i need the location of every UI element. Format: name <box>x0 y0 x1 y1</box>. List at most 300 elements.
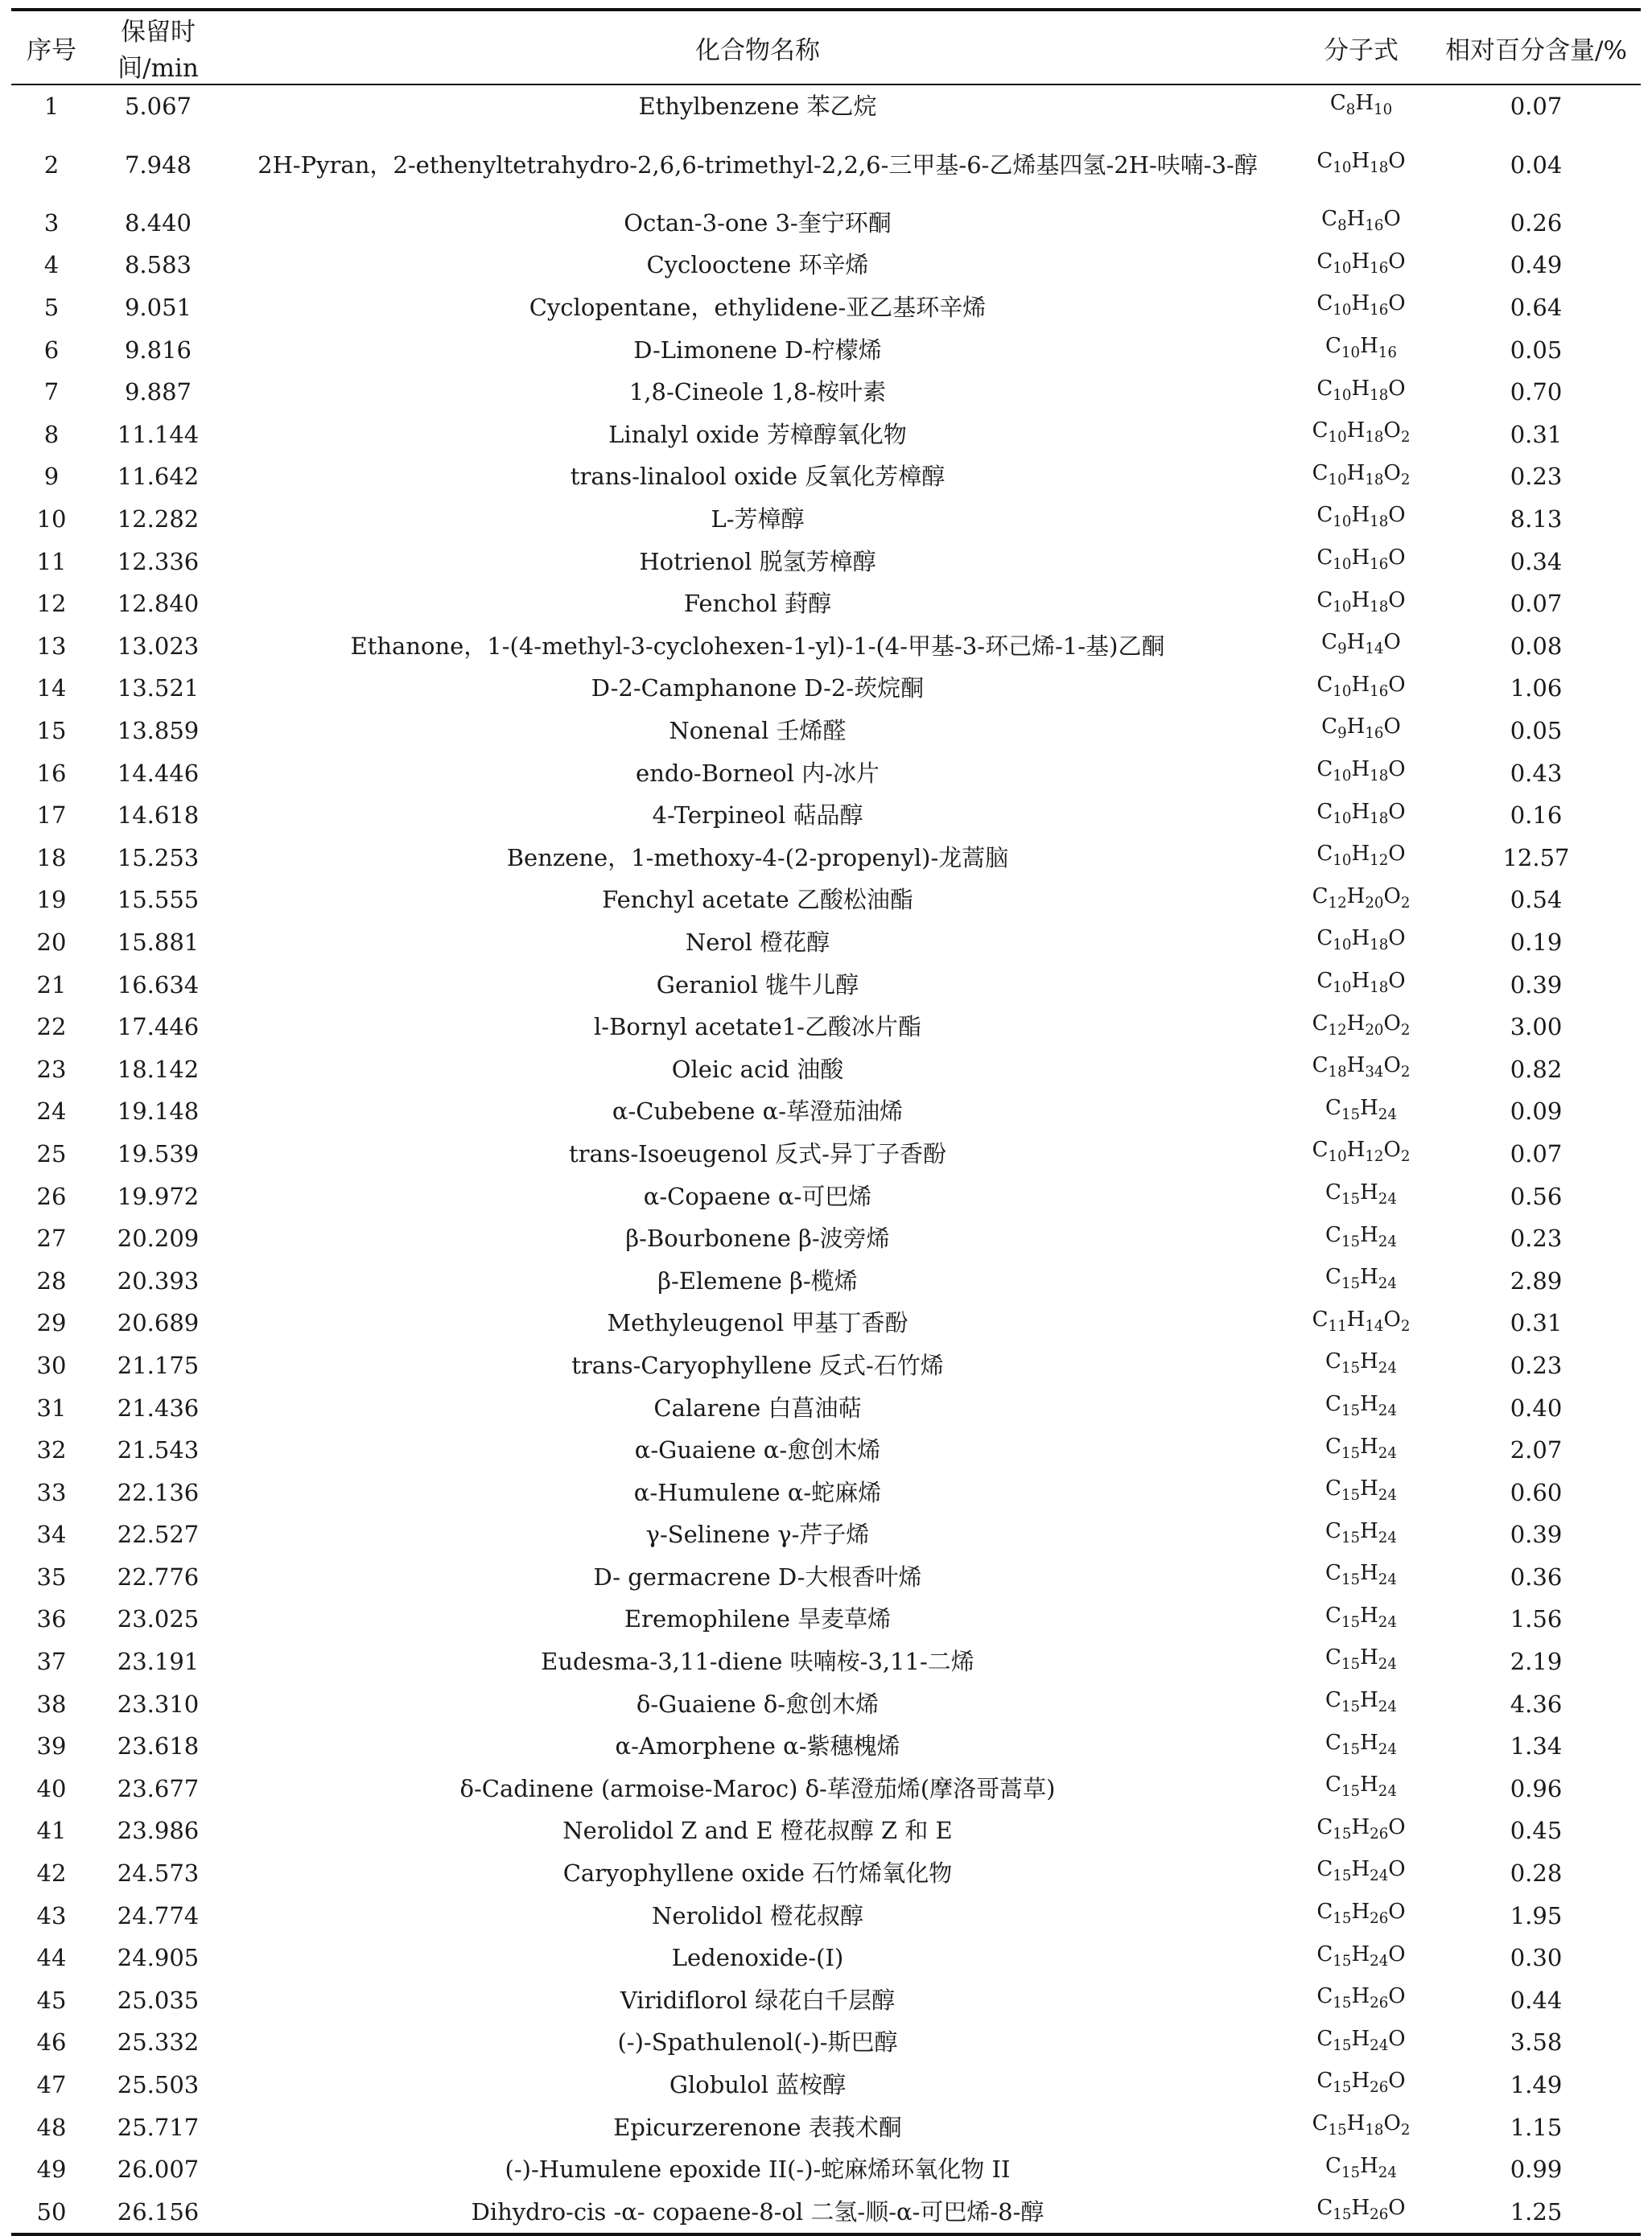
table-row <box>11 1513 1641 1556</box>
molecular-formula: $C_{10}H_{16}O$ <box>1316 672 1406 701</box>
compound-name: Nerolidol Z and E 橙花叔醇 Z 和 E <box>562 1817 953 1845</box>
molecular-formula: $C_{15}H_{24}$ <box>1325 1476 1397 1505</box>
retention-time: 9.887 <box>124 378 192 406</box>
table-row <box>11 540 1641 583</box>
relative-content: 0.23 <box>1510 1351 1563 1379</box>
retention-time: 5.067 <box>124 93 192 121</box>
table-row <box>11 498 1641 541</box>
row-index: 23 <box>36 1055 67 1083</box>
molecular-formula: $C_9H_{14}O$ <box>1321 630 1401 658</box>
retention-time: 24.774 <box>117 1901 200 1929</box>
retention-time: 18.142 <box>117 1055 200 1083</box>
relative-content: 0.60 <box>1510 1478 1563 1506</box>
retention-time: 23.310 <box>117 1690 200 1718</box>
retention-time: 12.840 <box>117 590 200 618</box>
compound-name: 1,8-Cineole 1,8-桉叶素 <box>628 378 887 406</box>
relative-content: 0.23 <box>1510 463 1563 491</box>
relative-content: 0.23 <box>1510 1225 1563 1253</box>
table-row <box>11 202 1641 245</box>
compound-name: D-2-Camphanone D-2-莰烷酮 <box>591 674 925 702</box>
table-row <box>11 1641 1641 1683</box>
row-index: 34 <box>36 1521 67 1549</box>
relative-content: 0.16 <box>1510 801 1563 830</box>
row-index: 29 <box>36 1309 67 1337</box>
compound-name: Ethylbenzene 苯乙烷 <box>638 93 877 121</box>
relative-content: 0.40 <box>1510 1394 1563 1422</box>
molecular-formula: $C_{15}H_{24}$ <box>1325 1773 1397 1801</box>
retention-time: 8.440 <box>124 208 192 237</box>
row-index: 28 <box>36 1266 67 1295</box>
row-index: 46 <box>36 2028 67 2057</box>
compound-name: α-Guaiene α-愈创木烯 <box>634 1436 881 1464</box>
retention-time: 14.618 <box>117 801 200 830</box>
compound-name: Ethanone，1-(4-methyl-3-cyclohexen-1-yl)-1-(4-甲基-3-环己烯-1-基)乙酮 <box>350 632 1165 660</box>
molecular-formula: $C_{10}H_{16}$ <box>1325 334 1397 362</box>
table-row <box>11 921 1641 964</box>
retention-time: 26.007 <box>117 2156 200 2184</box>
table-row <box>11 1217 1641 1260</box>
relative-content: 0.05 <box>1510 336 1563 364</box>
molecular-formula: $C_{10}H_{18}O_2$ <box>1312 418 1411 447</box>
table-row <box>11 1429 1641 1472</box>
table-row <box>11 1598 1641 1641</box>
molecular-formula: $C_{15}H_{24}$ <box>1325 1518 1397 1546</box>
retention-time: 19.539 <box>117 1139 200 1167</box>
row-index: 42 <box>36 1859 67 1888</box>
relative-content: 0.99 <box>1510 2156 1563 2184</box>
compound-name: (-)-Spathulenol(-)-斯巴醇 <box>617 2028 898 2057</box>
row-index: 39 <box>36 1732 67 1760</box>
row-index: 22 <box>36 1013 67 1041</box>
table-row <box>11 1386 1641 1429</box>
header-row <box>11 10 1641 84</box>
retention-time: 26.156 <box>117 2197 200 2226</box>
table-row <box>11 963 1641 1006</box>
compound-name: Nerol 橙花醇 <box>685 928 830 956</box>
table-row <box>11 1725 1641 1768</box>
row-index: 7 <box>43 378 60 406</box>
relative-content: 0.19 <box>1510 928 1563 956</box>
compound-name: α-Amorphene α-紫穗槐烯 <box>615 1732 900 1760</box>
retention-time: 25.503 <box>117 2071 200 2099</box>
relative-content: 0.96 <box>1510 1774 1563 1802</box>
relative-content: 0.28 <box>1510 1859 1563 1888</box>
molecular-formula: $C_{15}H_{24}$ <box>1325 1265 1397 1293</box>
relative-content: 3.58 <box>1510 2028 1563 2057</box>
relative-content: 0.30 <box>1510 1944 1563 1972</box>
molecular-formula: $C_{10}H_{18}O$ <box>1316 926 1406 954</box>
row-index: 2 <box>43 150 60 179</box>
table-row <box>11 1090 1641 1133</box>
compound-name: Fenchol 葑醇 <box>683 590 832 618</box>
row-index: 38 <box>36 1690 67 1718</box>
relative-content: 1.49 <box>1510 2071 1563 2099</box>
relative-content: 0.56 <box>1510 1182 1563 1210</box>
retention-time: 23.191 <box>117 1648 200 1676</box>
row-index: 10 <box>36 505 67 533</box>
row-index: 31 <box>36 1394 67 1422</box>
relative-content: 0.70 <box>1510 378 1563 406</box>
compound-name: Eremophilene 旱麦草烯 <box>624 1605 892 1633</box>
molecular-formula: $C_{15}H_{26}O$ <box>1316 1814 1406 1843</box>
compound-name: endo-Borneol 内-冰片 <box>636 759 880 787</box>
relative-content: 2.19 <box>1510 1648 1563 1676</box>
compound-name: Nonenal 壬烯醛 <box>669 717 847 745</box>
compound-name: 4-Terpineol 萜品醇 <box>652 801 863 830</box>
table-row <box>11 625 1641 668</box>
molecular-formula: $C_{15}H_{24}$ <box>1325 1730 1397 1758</box>
molecular-formula: $C_{10}H_{16}O$ <box>1316 249 1406 278</box>
table-row <box>11 1810 1641 1852</box>
relative-content: 0.54 <box>1510 886 1563 914</box>
molecular-formula: $C_8H_{10}$ <box>1329 90 1393 118</box>
row-index: 1 <box>43 93 60 121</box>
relative-content: 0.49 <box>1510 251 1563 279</box>
molecular-formula: $C_{12}H_{20}O_2$ <box>1312 1011 1411 1039</box>
retention-time: 13.521 <box>117 674 200 702</box>
retention-time: 19.148 <box>117 1097 200 1126</box>
retention-time: 22.527 <box>117 1521 200 1549</box>
compound-name: Linalyl oxide 芳樟醇氧化物 <box>608 420 907 448</box>
relative-content: 0.04 <box>1510 150 1563 179</box>
compound-name: Benzene，1-methoxy-4-(2-propenyl)-龙蒿脑 <box>506 843 1009 871</box>
molecular-formula: $C_{10}H_{12}O$ <box>1316 842 1406 870</box>
compound-name: α-Cubebene α-荜澄茄油烯 <box>612 1097 904 1126</box>
compound-table <box>11 8 1641 2236</box>
row-index: 15 <box>36 717 67 745</box>
compound-name: α-Humulene α-蛇麻烯 <box>633 1478 882 1506</box>
retention-time: 22.776 <box>117 1563 200 1591</box>
header-formula: 分子式 <box>1324 35 1399 65</box>
compound-name: β-Elemene β-榄烯 <box>657 1266 858 1295</box>
molecular-formula: $C_{15}H_{24}O$ <box>1316 2026 1406 2055</box>
retention-time: 23.618 <box>117 1732 200 1760</box>
retention-time: 20.689 <box>117 1309 200 1337</box>
table-row <box>11 1682 1641 1725</box>
molecular-formula: $C_{15}H_{24}O$ <box>1316 1857 1406 1885</box>
table-row <box>11 2021 1641 2064</box>
table-row <box>11 1768 1641 1810</box>
retention-time: 20.209 <box>117 1225 200 1253</box>
relative-content: 0.07 <box>1510 93 1563 121</box>
table-row <box>11 1852 1641 1895</box>
molecular-formula: $C_{15}H_{24}$ <box>1325 1180 1397 1209</box>
molecular-formula: $C_{15}H_{24}$ <box>1325 1222 1397 1250</box>
relative-content: 2.89 <box>1510 1266 1563 1295</box>
relative-content: 0.07 <box>1510 1139 1563 1167</box>
compound-name: Calarene 白菖油萜 <box>653 1394 862 1422</box>
relative-content: 0.64 <box>1510 294 1563 322</box>
compound-name: Eudesma-3,11-diene 呋喃桉-3,11-二烯 <box>541 1648 974 1676</box>
table-row <box>11 1175 1641 1217</box>
molecular-formula: $C_{15}H_{26}O$ <box>1316 1900 1406 1928</box>
compound-name: Geraniol 牻牛儿醇 <box>656 970 859 999</box>
molecular-formula: $C_{10}H_{16}O$ <box>1316 291 1406 319</box>
retention-time: 11.144 <box>117 420 200 448</box>
compound-name: γ-Selinene γ-芹子烯 <box>645 1521 870 1549</box>
retention-time: 24.905 <box>117 1944 200 1972</box>
table-row <box>11 1344 1641 1387</box>
relative-content: 0.39 <box>1510 970 1563 999</box>
compound-name: L-芳樟醇 <box>711 505 805 533</box>
compound-name: (-)-Humulene epoxide II(-)-蛇麻烯环氧化物 II <box>505 2156 1011 2184</box>
molecular-formula: $C_{11}H_{14}O_2$ <box>1312 1307 1411 1335</box>
compound-name: δ-Guaiene δ-愈创木烯 <box>636 1690 880 1718</box>
retention-time: 25.035 <box>117 1986 200 2014</box>
compound-name: Dihydro-cis -α- copaene-8-ol 二氢-顺-α-可巴烯-8-醇 <box>471 2197 1044 2226</box>
compound-name: Ledenoxide-(I) <box>671 1944 844 1972</box>
molecular-formula: $C_{10}H_{12}O_2$ <box>1312 1138 1411 1166</box>
compound-name: Caryophyllene oxide 石竹烯氧化物 <box>562 1859 953 1888</box>
molecular-formula: $C_{15}H_{24}$ <box>1325 2153 1397 2181</box>
relative-content: 0.08 <box>1510 632 1563 660</box>
molecular-formula: $C_{10}H_{16}O$ <box>1316 546 1406 574</box>
molecular-formula: $C_{15}H_{24}$ <box>1325 1349 1397 1377</box>
header-index: 序号 <box>27 35 76 65</box>
table-row <box>11 2191 1641 2235</box>
retention-time: 9.051 <box>124 294 192 322</box>
table-row <box>11 2064 1641 2106</box>
retention-time: 13.023 <box>117 632 200 660</box>
retention-time: 25.332 <box>117 2028 200 2057</box>
row-index: 45 <box>36 1986 67 2014</box>
row-index: 6 <box>43 336 60 364</box>
molecular-formula: $C_{10}H_{18}O$ <box>1316 587 1406 616</box>
retention-time: 25.717 <box>117 2113 200 2141</box>
retention-time: 23.025 <box>117 1605 200 1633</box>
relative-content: 0.07 <box>1510 590 1563 618</box>
retention-time: 8.583 <box>124 251 192 279</box>
relative-content: 1.56 <box>1510 1605 1563 1633</box>
molecular-formula: $C_{12}H_{20}O_2$ <box>1312 883 1411 912</box>
table-row <box>11 371 1641 414</box>
header-relative-content: 相对百分含量/% <box>1445 35 1627 65</box>
retention-time: 7.948 <box>124 150 192 179</box>
compound-name: trans-Caryophyllene 反式-石竹烯 <box>571 1351 944 1379</box>
relative-content: 4.36 <box>1510 1690 1563 1718</box>
table-body <box>11 84 1641 2234</box>
compound-name: D-Limonene D-柠檬烯 <box>633 336 882 364</box>
retention-time: 21.175 <box>117 1351 200 1379</box>
table-row <box>11 710 1641 752</box>
molecular-formula: $C_{10}H_{18}O$ <box>1316 376 1406 404</box>
relative-content: 3.00 <box>1510 1013 1563 1041</box>
molecular-formula: $C_{18}H_{34}O_2$ <box>1312 1053 1411 1081</box>
molecular-formula: $C_{10}H_{18}O_2$ <box>1312 460 1411 489</box>
row-index: 27 <box>36 1225 67 1253</box>
compound-table-container <box>11 8 1641 2236</box>
row-index: 20 <box>36 928 67 956</box>
compound-name: Methyleugenol 甲基丁香酚 <box>607 1309 908 1337</box>
relative-content: 2.07 <box>1510 1436 1563 1464</box>
compound-name: Fenchyl acetate 乙酸松油酯 <box>602 886 913 914</box>
molecular-formula: $C_{15}H_{24}$ <box>1325 1434 1397 1462</box>
molecular-formula: $C_{15}H_{26}O$ <box>1316 2069 1406 2097</box>
table-row <box>11 837 1641 879</box>
relative-content: 0.09 <box>1510 1097 1563 1126</box>
table-row <box>11 328 1641 371</box>
relative-content: 1.95 <box>1510 1901 1563 1929</box>
relative-content: 1.25 <box>1510 2197 1563 2226</box>
relative-content: 0.39 <box>1510 1521 1563 1549</box>
table-row <box>11 1259 1641 1302</box>
row-index: 30 <box>36 1351 67 1379</box>
molecular-formula: $C_{10}H_{18}O$ <box>1316 757 1406 785</box>
row-index: 3 <box>43 208 60 237</box>
header-retention-time: 保留时间/min <box>117 18 199 83</box>
relative-content: 1.06 <box>1510 674 1563 702</box>
compound-name: 2H-Pyran，2-ethenyltetrahydro-2,6,6-trimethyl-2,2,6-三甲基-6-乙烯基四氢-2H-呋喃-3-醇 <box>257 150 1258 179</box>
table-row <box>11 1937 1641 1979</box>
row-index: 37 <box>36 1648 67 1676</box>
compound-name: Octan-3-one 3-奎宁环酮 <box>624 208 892 237</box>
retention-time: 23.986 <box>117 1817 200 1845</box>
row-index: 50 <box>36 2197 67 2226</box>
compound-name: trans-linalool oxide 反氧化芳樟醇 <box>570 463 945 491</box>
table-row <box>11 286 1641 329</box>
table-row <box>11 1006 1641 1048</box>
molecular-formula: $C_{10}H_{18}O$ <box>1316 149 1406 177</box>
table-row <box>11 414 1641 456</box>
relative-content: 1.34 <box>1510 1732 1563 1760</box>
header-compound-name: 化合物名称 <box>695 35 820 65</box>
table-row <box>11 879 1641 921</box>
retention-time: 15.555 <box>117 886 200 914</box>
molecular-formula: $C_{15}H_{18}O_2$ <box>1312 2111 1411 2139</box>
retention-time: 16.634 <box>117 970 200 999</box>
row-index: 47 <box>36 2071 67 2099</box>
row-index: 43 <box>36 1901 67 1929</box>
compound-name: Hotrienol 脱氢芳樟醇 <box>639 547 876 575</box>
relative-content: 1.15 <box>1510 2113 1563 2141</box>
row-index: 8 <box>43 420 60 448</box>
table-row <box>11 1048 1641 1090</box>
retention-time: 23.677 <box>117 1774 200 1802</box>
table-row <box>11 455 1641 498</box>
table-row <box>11 1894 1641 1937</box>
row-index: 21 <box>36 970 67 999</box>
row-index: 36 <box>36 1605 67 1633</box>
row-index: 48 <box>36 2113 67 2141</box>
retention-time: 22.136 <box>117 1478 200 1506</box>
table-row <box>11 752 1641 794</box>
row-index: 11 <box>36 547 67 575</box>
relative-content: 12.57 <box>1502 843 1570 871</box>
row-index: 26 <box>36 1182 67 1210</box>
retention-time: 21.543 <box>117 1436 200 1464</box>
relative-content: 0.45 <box>1510 1817 1563 1845</box>
table-row <box>11 128 1641 202</box>
retention-time: 14.446 <box>117 759 200 787</box>
relative-content: 0.26 <box>1510 208 1563 237</box>
molecular-formula: $C_8H_{16}O$ <box>1321 207 1401 235</box>
table-row <box>11 583 1641 625</box>
compound-name: Viridiflorol 绿花白千层醇 <box>620 1986 896 2014</box>
table-row <box>11 1133 1641 1176</box>
compound-name: Cyclooctene 环辛烯 <box>646 251 869 279</box>
molecular-formula: $C_{15}H_{24}$ <box>1325 1095 1397 1123</box>
retention-time: 12.282 <box>117 505 200 533</box>
row-index: 41 <box>36 1817 67 1845</box>
compound-name: trans-Isoeugenol 反式-异丁子香酚 <box>569 1139 946 1167</box>
molecular-formula: $C_{10}H_{18}O$ <box>1316 968 1406 997</box>
retention-time: 19.972 <box>117 1182 200 1210</box>
row-index: 14 <box>36 674 67 702</box>
compound-name: Oleic acid 油酸 <box>671 1055 844 1083</box>
retention-time: 20.393 <box>117 1266 200 1295</box>
table-row <box>11 244 1641 286</box>
row-index: 13 <box>36 632 67 660</box>
row-index: 16 <box>36 759 67 787</box>
table-header <box>11 10 1641 84</box>
relative-content: 0.31 <box>1510 420 1563 448</box>
retention-time: 24.573 <box>117 1859 200 1888</box>
table-row <box>11 1471 1641 1513</box>
row-index: 19 <box>36 886 67 914</box>
molecular-formula: $C_{15}H_{24}$ <box>1325 1603 1397 1632</box>
table-row <box>11 1302 1641 1344</box>
relative-content: 0.34 <box>1510 547 1563 575</box>
relative-content: 0.36 <box>1510 1563 1563 1591</box>
row-index: 49 <box>36 2156 67 2184</box>
row-index: 25 <box>36 1139 67 1167</box>
retention-time: 15.253 <box>117 843 200 871</box>
compound-name: Epicurzerenone 表莪术酮 <box>613 2113 902 2141</box>
retention-time: 11.642 <box>117 463 200 491</box>
table-row <box>11 794 1641 837</box>
row-index: 18 <box>36 843 67 871</box>
relative-content: 0.44 <box>1510 1986 1563 2014</box>
table-row <box>11 1979 1641 2022</box>
row-index: 44 <box>36 1944 67 1972</box>
compound-name: Nerolidol 橙花叔醇 <box>652 1901 863 1929</box>
molecular-formula: $C_{15}H_{24}$ <box>1325 1645 1397 1674</box>
retention-time: 12.336 <box>117 547 200 575</box>
row-index: 24 <box>36 1097 67 1126</box>
compound-name: l-Bornyl acetate1-乙酸冰片酯 <box>594 1013 921 1041</box>
compound-name: β-Bourbonene β-波旁烯 <box>625 1225 890 1253</box>
relative-content: 8.13 <box>1510 505 1563 533</box>
row-index: 12 <box>36 590 67 618</box>
compound-name: α-Copaene α-可巴烯 <box>643 1182 872 1210</box>
molecular-formula: $C_{15}H_{26}O$ <box>1316 2196 1406 2224</box>
relative-content: 0.82 <box>1510 1055 1563 1083</box>
molecular-formula: $C_{10}H_{18}O$ <box>1316 503 1406 531</box>
row-index: 40 <box>36 1774 67 1802</box>
compound-name: δ-Cadinene (armoise-Maroc) δ-荜澄茄烯(摩洛哥蒿草) <box>459 1774 1056 1802</box>
table-row <box>11 84 1641 128</box>
molecular-formula: $C_{15}H_{24}$ <box>1325 1688 1397 1716</box>
retention-time: 9.816 <box>124 336 192 364</box>
retention-time: 13.859 <box>117 717 200 745</box>
row-index: 5 <box>43 294 60 322</box>
table-row <box>11 1556 1641 1599</box>
row-index: 35 <box>36 1563 67 1591</box>
molecular-formula: $C_{15}H_{24}$ <box>1325 1391 1397 1420</box>
row-index: 9 <box>43 463 60 491</box>
molecular-formula: $C_{15}H_{26}O$ <box>1316 1984 1406 2012</box>
relative-content: 0.43 <box>1510 759 1563 787</box>
retention-time: 15.881 <box>117 928 200 956</box>
relative-content: 0.31 <box>1510 1309 1563 1337</box>
molecular-formula: $C_{15}H_{24}O$ <box>1316 1942 1406 1970</box>
table-row <box>11 667 1641 710</box>
row-index: 32 <box>36 1436 67 1464</box>
relative-content: 0.05 <box>1510 717 1563 745</box>
molecular-formula: $C_{10}H_{18}O$ <box>1316 799 1406 827</box>
row-index: 33 <box>36 1478 67 1506</box>
molecular-formula: $C_9H_{16}O$ <box>1321 714 1401 743</box>
